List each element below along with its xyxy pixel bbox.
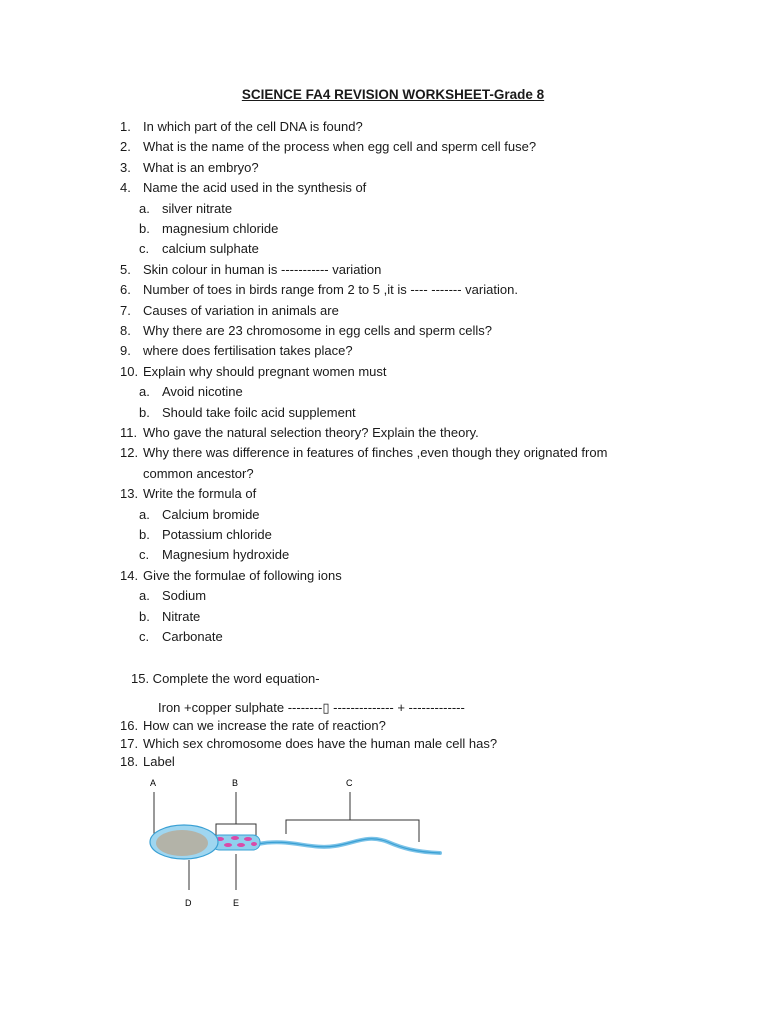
question-text: Causes of variation in animals are bbox=[143, 302, 339, 318]
question-number: 2. bbox=[120, 139, 131, 155]
question-text: Number of toes in birds range from 2 to 5 ,it is ---- ------- variation. bbox=[143, 282, 518, 298]
question-text: Why there was difference in features of finches ,even though they orignated from bbox=[143, 445, 608, 461]
sperm-cell-diagram bbox=[140, 772, 470, 912]
question-number: 8. bbox=[120, 323, 131, 338]
word-equation-text: Iron +copper sulphate --------▯ -------------- + ------------- bbox=[158, 700, 465, 715]
question-15-label: 15. Complete the word equation- bbox=[131, 671, 320, 686]
question-text: Potassium chloride bbox=[162, 527, 272, 542]
question-number: c. bbox=[139, 547, 150, 563]
question-number: b. bbox=[139, 608, 150, 624]
question-text: Calcium bromide bbox=[162, 506, 260, 522]
question-number: 10. bbox=[120, 363, 139, 379]
question-text: Write the formula of bbox=[143, 486, 257, 502]
question-number: b. bbox=[139, 221, 150, 236]
question-text: common ancestor? bbox=[143, 465, 254, 481]
question-number: c. bbox=[139, 629, 150, 644]
question-text: Avoid nicotine bbox=[162, 384, 243, 400]
question-number: 9. bbox=[120, 343, 131, 359]
question-number: c. bbox=[139, 241, 150, 257]
question-number: 14. bbox=[120, 567, 139, 583]
question-number: 3. bbox=[120, 159, 131, 175]
question-text: What is an embryo? bbox=[143, 159, 259, 175]
question-text: What is the name of the process when egg cell and sperm cell fuse? bbox=[143, 139, 537, 155]
question-number: a. bbox=[139, 200, 150, 216]
sperm-nucleus bbox=[156, 830, 208, 856]
question-number: a. bbox=[139, 384, 150, 400]
question-text: Explain why should pregnant women must bbox=[143, 363, 387, 379]
question-15 bbox=[131, 671, 320, 687]
bracket-c bbox=[286, 820, 419, 842]
question-text: magnesium chloride bbox=[162, 221, 279, 236]
question-number: 4. bbox=[120, 180, 131, 196]
label-c: C bbox=[346, 778, 353, 788]
question-text: In which part of the cell DNA is found? bbox=[143, 119, 363, 134]
question-text: Skin colour in human is ----------- variation bbox=[143, 261, 382, 277]
question-text: Nitrate bbox=[162, 608, 201, 624]
question-number: 6. bbox=[120, 282, 131, 298]
question-text: Give the formulae of following ions bbox=[143, 567, 342, 583]
question-number: 1. bbox=[120, 119, 131, 134]
label-b: B bbox=[232, 778, 239, 788]
question-text: where does fertilisation takes place? bbox=[143, 343, 353, 359]
question-number: 17. bbox=[120, 736, 139, 751]
question-number: 13. bbox=[120, 486, 139, 502]
bracket-b bbox=[216, 824, 256, 836]
label-e: E bbox=[233, 898, 240, 908]
label-a: A bbox=[150, 778, 157, 788]
question-text: Label bbox=[143, 754, 175, 769]
sperm-tail bbox=[258, 839, 440, 853]
question-number: 11. bbox=[120, 425, 138, 440]
question-number: a. bbox=[139, 588, 150, 604]
question-text: Which sex chromosome does have the human male cell has? bbox=[143, 736, 498, 751]
question-text: Should take foilc acid supplement bbox=[162, 404, 356, 420]
question-text: Magnesium hydroxide bbox=[162, 547, 290, 563]
question-text: Carbonate bbox=[162, 629, 223, 644]
question-number: 5. bbox=[120, 261, 131, 277]
question-number: 7. bbox=[120, 302, 131, 318]
question-text: Why there are 23 chromosome in egg cells and sperm cells? bbox=[143, 323, 492, 338]
question-number: a. bbox=[139, 506, 150, 522]
question-text: Name the acid used in the synthesis of bbox=[143, 180, 367, 196]
question-number: 16. bbox=[120, 718, 139, 733]
question-number: 12. bbox=[120, 445, 139, 461]
question-text: silver nitrate bbox=[162, 200, 233, 216]
question-text: How can we increase the rate of reaction? bbox=[143, 718, 386, 733]
question-number: b. bbox=[139, 404, 150, 420]
question-number: 18. bbox=[120, 754, 139, 769]
page-title: SCIENCE FA4 REVISION WORKSHEET-Grade 8 bbox=[241, 87, 545, 102]
question-text: Who gave the natural selection theory? Explain the theory. bbox=[143, 425, 479, 440]
question-text: Sodium bbox=[162, 588, 207, 604]
question-number: b. bbox=[139, 527, 150, 542]
label-d: D bbox=[185, 898, 192, 908]
question-text: calcium sulphate bbox=[162, 241, 259, 257]
word-equation bbox=[158, 700, 465, 716]
